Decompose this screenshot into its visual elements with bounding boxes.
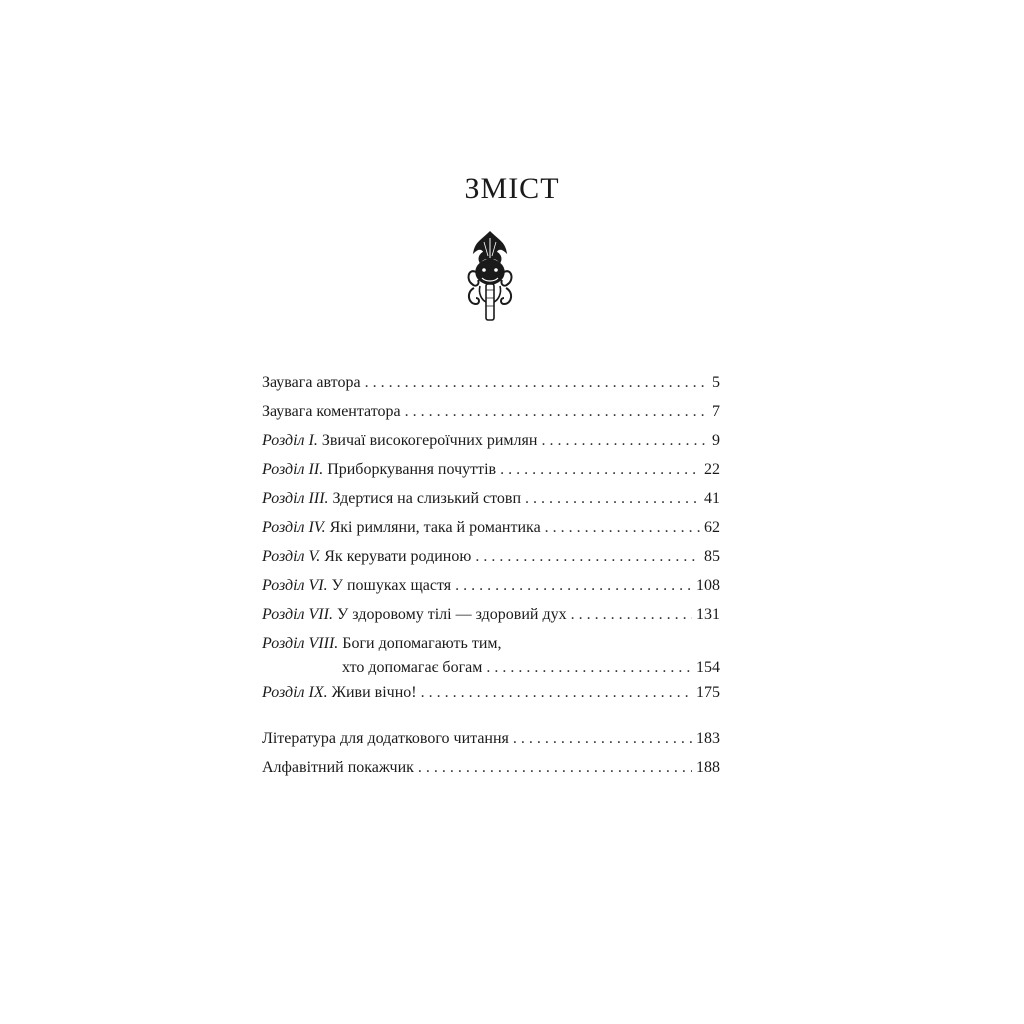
dot-leader xyxy=(475,545,700,569)
dot-leader xyxy=(541,429,708,453)
chapter-number: Розділ I. xyxy=(262,432,318,449)
dot-leader xyxy=(500,458,700,482)
dot-leader xyxy=(418,756,692,780)
dot-leader xyxy=(405,400,708,424)
chapter-number: Розділ IV. xyxy=(262,519,326,536)
page-number: 5 xyxy=(712,374,720,391)
toc-entry-chapter-2[interactable] xyxy=(262,458,720,487)
toc-entry-chapter-6[interactable] xyxy=(262,574,720,603)
toc-entry-title: Алфавітний покажчик xyxy=(262,759,414,776)
page-number: 188 xyxy=(696,759,720,776)
toc-entry-chapter-4[interactable] xyxy=(262,516,720,545)
chapter-number: Розділ III. xyxy=(262,490,329,507)
page-title: ЗМІСТ xyxy=(464,172,560,205)
chapter-number: Розділ VII. xyxy=(262,606,333,623)
page-number: 62 xyxy=(704,519,720,536)
page-number: 41 xyxy=(704,490,720,507)
toc-entry-title: У пошуках щастя xyxy=(331,577,452,594)
chapter-number: Розділ V. xyxy=(262,548,321,565)
page-number: 7 xyxy=(712,403,720,420)
toc-entry-title: Які римляни, така й романтика xyxy=(329,519,541,536)
toc-entry-title: У здоровому тілі — здоровий дух xyxy=(336,606,567,623)
toc-entry-title: Приборкування почуттів xyxy=(327,461,497,478)
page-number: 183 xyxy=(696,730,720,747)
chapter-number: Розділ II. xyxy=(262,461,324,478)
page-number: 108 xyxy=(696,577,720,594)
toc-entry-title-continuation: хто допомагає богам xyxy=(342,659,483,676)
toc-entry-chapter-9[interactable] xyxy=(262,681,720,710)
chapter-number: Розділ VIII. xyxy=(262,635,339,652)
dot-leader xyxy=(455,574,692,598)
toc-entry-index[interactable] xyxy=(262,756,720,785)
toc-entry-title: Живи вічно! xyxy=(331,684,417,701)
toc-entry-title: Боги допомагають тим, xyxy=(342,635,502,652)
dot-leader xyxy=(513,727,692,751)
dot-leader xyxy=(545,516,700,540)
chapter-number: Розділ VI. xyxy=(262,577,328,594)
toc-entry-title: Звичаї високогероїчних римлян xyxy=(321,432,538,449)
page-number: 22 xyxy=(704,461,720,478)
page-number: 131 xyxy=(696,606,720,623)
chapter-number: Розділ IX. xyxy=(262,684,328,701)
decorative-mask-ornament-icon xyxy=(462,228,518,324)
page-number: 175 xyxy=(696,684,720,701)
table-of-contents xyxy=(262,371,720,785)
dot-leader xyxy=(365,371,708,395)
dot-leader xyxy=(525,487,700,511)
page-number: 85 xyxy=(704,548,720,565)
dot-leader xyxy=(421,681,692,705)
toc-entry-chapter-8[interactable] xyxy=(262,632,720,681)
page-number: 9 xyxy=(712,432,720,449)
toc-entry-chapter-7[interactable] xyxy=(262,603,720,632)
toc-entry-title: Як керувати родиною xyxy=(324,548,472,565)
dot-leader xyxy=(571,603,692,627)
toc-entry-chapter-3[interactable] xyxy=(262,487,720,516)
toc-entry-chapter-1[interactable] xyxy=(262,429,720,458)
toc-entry-commentator-note[interactable] xyxy=(262,400,720,429)
toc-entry-title: Здертися на слизький стовп xyxy=(332,490,522,507)
toc-entry-chapter-5[interactable] xyxy=(262,545,720,574)
page-number: 154 xyxy=(696,659,720,676)
dot-leader xyxy=(486,656,692,680)
toc-entry-title: Література для додаткового читання xyxy=(262,730,509,747)
toc-entry-further-reading[interactable] xyxy=(262,727,720,756)
toc-entry-author-note[interactable] xyxy=(262,371,720,400)
toc-entry-title: Заувага коментатора xyxy=(262,403,401,420)
toc-entry-title: Заувага автора xyxy=(262,374,361,391)
